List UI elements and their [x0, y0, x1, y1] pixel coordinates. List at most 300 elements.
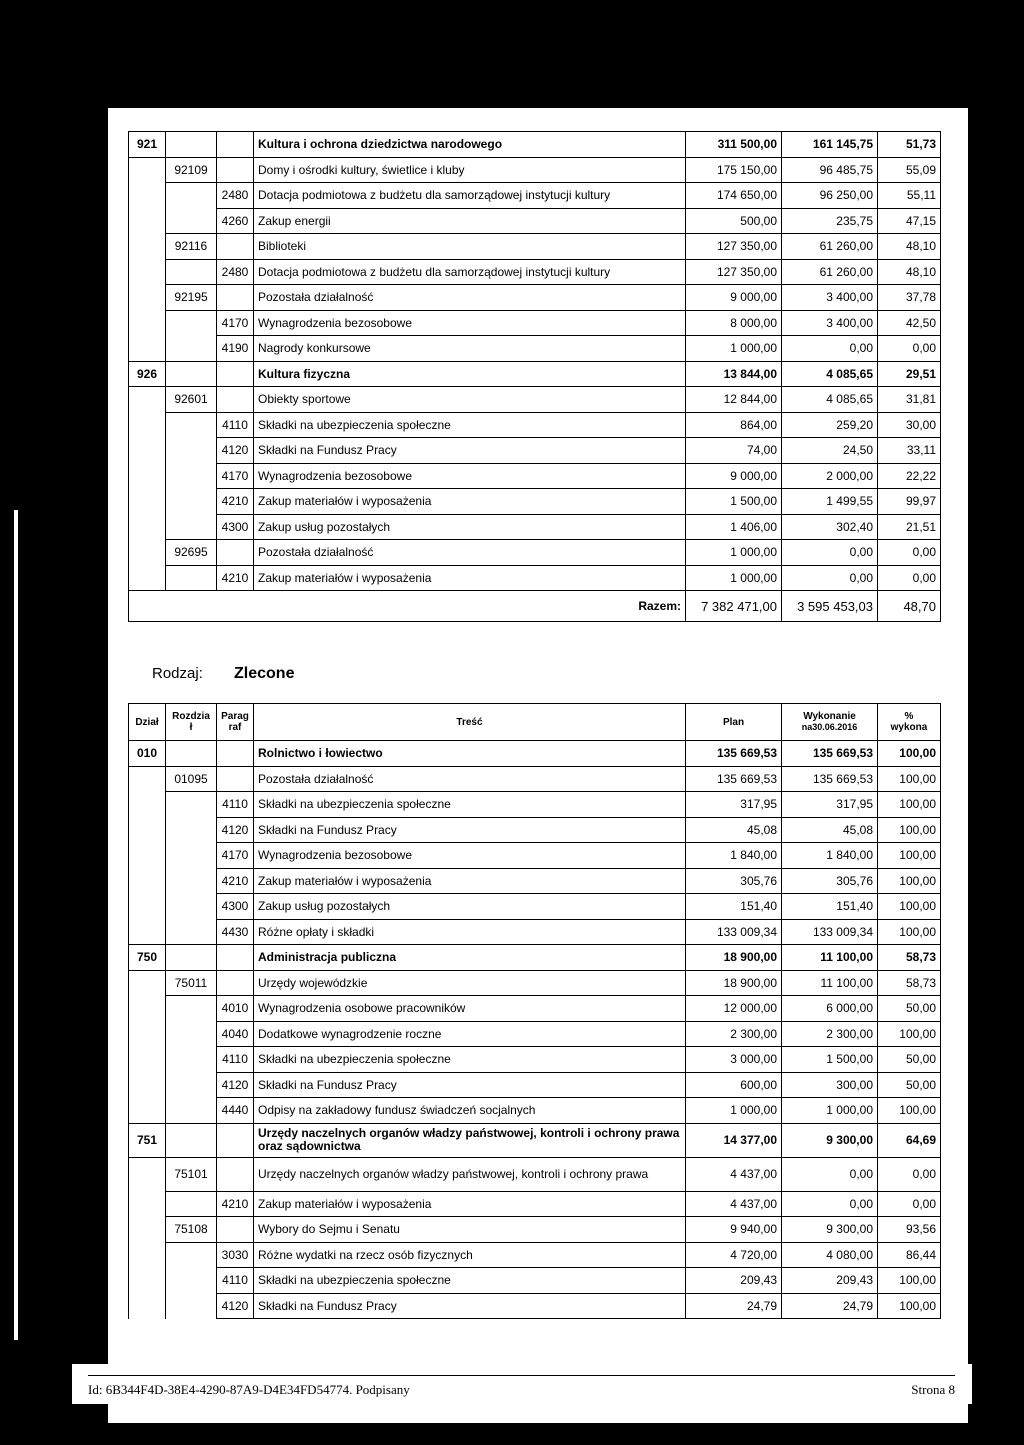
procent-cell: 42,50: [878, 310, 941, 336]
dzial-cell: [129, 1098, 166, 1124]
table-row: [129, 412, 941, 438]
dzial-cell: [129, 1191, 166, 1217]
plan-cell: 24,79: [686, 1293, 782, 1319]
paragraf-cell: 4210: [217, 868, 254, 894]
rozdzial-cell: [166, 945, 217, 971]
dzial-cell: [129, 565, 166, 591]
table-row: [129, 1293, 941, 1319]
header-procent: [878, 704, 941, 741]
procent-cell: 99,97: [878, 489, 941, 515]
procent-cell: 93,56: [878, 1217, 941, 1243]
paragraf-cell: [217, 234, 254, 260]
plan-cell: 4 437,00: [686, 1191, 782, 1217]
procent-cell: 100,00: [878, 1268, 941, 1294]
table-row: [129, 792, 941, 818]
rozdzial-cell: [166, 310, 217, 336]
table-row: [129, 336, 941, 362]
document-id: Id: 6B344F4D-38E4-4290-87A9-D4E34FD54774. Podpisany: [88, 1382, 410, 1397]
section-type: [152, 665, 295, 682]
tresc-cell: Domy i ośrodki kultury, świetlice i kluby: [254, 157, 686, 183]
dzial-cell: [129, 1021, 166, 1047]
plan-cell: 18 900,00: [686, 945, 782, 971]
tresc-cell: Urzędy wojewódzkie: [254, 970, 686, 996]
paragraf-cell: 4110: [217, 792, 254, 818]
footer-divider: [88, 1375, 955, 1376]
tresc-cell: Urzędy naczelnych organów władzy państwowej, kontroli i ochrony prawa: [254, 1157, 686, 1191]
tresc-cell: Wybory do Sejmu i Senatu: [254, 1217, 686, 1243]
plan-cell: 14 377,00: [686, 1123, 782, 1157]
plan-cell: 209,43: [686, 1268, 782, 1294]
procent-cell: 50,00: [878, 1047, 941, 1073]
paragraf-cell: [217, 1157, 254, 1191]
table-row: [129, 438, 941, 464]
paragraf-cell: 4170: [217, 310, 254, 336]
wykonanie-cell: 9 300,00: [782, 1217, 878, 1243]
dzial-cell: [129, 234, 166, 260]
plan-cell: 12 844,00: [686, 387, 782, 413]
rozdzial-cell: [166, 489, 217, 515]
wykonanie-cell: 96 250,00: [782, 183, 878, 209]
table-row: [129, 945, 941, 971]
plan-cell: 174 650,00: [686, 183, 782, 209]
dzial-cell: [129, 970, 166, 996]
header-tresc: Treść: [254, 704, 686, 741]
wykonanie-cell: 305,76: [782, 868, 878, 894]
table-header-row: [129, 704, 941, 741]
dzial-cell: 921: [129, 132, 166, 158]
plan-cell: 311 500,00: [686, 132, 782, 158]
paragraf-cell: 2480: [217, 183, 254, 209]
section-type-value: Zlecone: [234, 665, 295, 682]
paragraf-cell: 4300: [217, 894, 254, 920]
tresc-cell: Pozostała działalność: [254, 766, 686, 792]
rozdzial-cell: 92695: [166, 540, 217, 566]
tresc-cell: Zakup materiałów i wyposażenia: [254, 1191, 686, 1217]
rozdzial-cell: 75101: [166, 1157, 217, 1191]
table-row: [129, 157, 941, 183]
wykonanie-cell: 151,40: [782, 894, 878, 920]
procent-cell: 0,00: [878, 540, 941, 566]
table-row: [129, 463, 941, 489]
paragraf-cell: [217, 387, 254, 413]
procent-cell: 31,81: [878, 387, 941, 413]
wykonanie-cell: 1 499,55: [782, 489, 878, 515]
plan-cell: 2 300,00: [686, 1021, 782, 1047]
dzial-cell: [129, 540, 166, 566]
paragraf-cell: 4300: [217, 514, 254, 540]
paragraf-cell: [217, 945, 254, 971]
header-wykonanie-line2: na30.06.2016: [801, 722, 858, 732]
dzial-cell: [129, 792, 166, 818]
table-row: [129, 361, 941, 387]
procent-cell: 100,00: [878, 843, 941, 869]
tresc-cell: Pozostała działalność: [254, 540, 686, 566]
tresc-cell: Wynagrodzenia bezosobowe: [254, 843, 686, 869]
dzial-cell: [129, 1047, 166, 1073]
procent-cell: 50,00: [878, 1072, 941, 1098]
wykonanie-cell: 317,95: [782, 792, 878, 818]
plan-cell: 317,95: [686, 792, 782, 818]
paragraf-cell: 2480: [217, 259, 254, 285]
dzial-cell: [129, 463, 166, 489]
wykonanie-cell: 235,75: [782, 208, 878, 234]
section-type-label: Rodzaj:: [152, 665, 203, 682]
rozdzial-cell: [166, 438, 217, 464]
rozdzial-cell: [166, 412, 217, 438]
paragraf-cell: 4190: [217, 336, 254, 362]
footer: [88, 1382, 955, 1398]
header-paragraf-line1: Parag: [221, 711, 249, 722]
wykonanie-cell: 0,00: [782, 540, 878, 566]
table-row: [129, 234, 941, 260]
rozdzial-cell: 92195: [166, 285, 217, 311]
wykonanie-cell: 259,20: [782, 412, 878, 438]
paragraf-cell: 4260: [217, 208, 254, 234]
procent-cell: 100,00: [878, 894, 941, 920]
rozdzial-cell: [166, 1123, 217, 1157]
plan-cell: 18 900,00: [686, 970, 782, 996]
table-row: [129, 1157, 941, 1191]
rozdzial-cell: 01095: [166, 766, 217, 792]
tresc-cell: Zakup materiałów i wyposażenia: [254, 868, 686, 894]
dzial-cell: [129, 387, 166, 413]
table-row: [129, 208, 941, 234]
procent-cell: 100,00: [878, 868, 941, 894]
rozdzial-cell: [166, 183, 217, 209]
dzial-cell: [129, 996, 166, 1022]
plan-cell: 12 000,00: [686, 996, 782, 1022]
tresc-cell: Obiekty sportowe: [254, 387, 686, 413]
tresc-cell: Biblioteki: [254, 234, 686, 260]
rozdzial-cell: [166, 336, 217, 362]
rozdzial-cell: [166, 1191, 217, 1217]
procent-cell: 21,51: [878, 514, 941, 540]
total-procent: 48,70: [878, 591, 941, 622]
paragraf-cell: [217, 970, 254, 996]
dzial-cell: [129, 843, 166, 869]
rozdzial-cell: [166, 996, 217, 1022]
wykonanie-cell: 133 009,34: [782, 919, 878, 945]
procent-cell: 58,73: [878, 970, 941, 996]
procent-cell: 86,44: [878, 1242, 941, 1268]
paragraf-cell: 4210: [217, 565, 254, 591]
paragraf-cell: 4430: [217, 919, 254, 945]
rozdzial-cell: [166, 1098, 217, 1124]
dzial-cell: 926: [129, 361, 166, 387]
procent-cell: 58,73: [878, 945, 941, 971]
dzial-cell: [129, 514, 166, 540]
table-row: [129, 996, 941, 1022]
plan-cell: 4 720,00: [686, 1242, 782, 1268]
table-row: [129, 868, 941, 894]
dzial-cell: [129, 766, 166, 792]
plan-cell: 3 000,00: [686, 1047, 782, 1073]
plan-cell: 305,76: [686, 868, 782, 894]
rozdzial-cell: 75108: [166, 1217, 217, 1243]
rozdzial-cell: [166, 817, 217, 843]
tresc-cell: Składki na ubezpieczenia społeczne: [254, 412, 686, 438]
dzial-cell: [129, 438, 166, 464]
plan-cell: 175 150,00: [686, 157, 782, 183]
dzial-cell: [129, 894, 166, 920]
header-rozdzial: [166, 704, 217, 741]
tresc-cell: Składki na Fundusz Pracy: [254, 817, 686, 843]
procent-cell: 100,00: [878, 817, 941, 843]
header-procent-line1: %: [904, 711, 914, 722]
procent-cell: 0,00: [878, 1191, 941, 1217]
table-row: [129, 310, 941, 336]
paragraf-cell: [217, 132, 254, 158]
tresc-cell: Zakup usług pozostałych: [254, 894, 686, 920]
tresc-cell: Administracja publiczna: [254, 945, 686, 971]
plan-cell: 151,40: [686, 894, 782, 920]
wykonanie-cell: 2 300,00: [782, 1021, 878, 1047]
paragraf-cell: 4440: [217, 1098, 254, 1124]
wykonanie-cell: 1 500,00: [782, 1047, 878, 1073]
procent-cell: 37,78: [878, 285, 941, 311]
procent-cell: 100,00: [878, 741, 941, 767]
wykonanie-cell: 3 400,00: [782, 310, 878, 336]
wykonanie-cell: 61 260,00: [782, 234, 878, 260]
tresc-cell: Zakup usług pozostałych: [254, 514, 686, 540]
procent-cell: 55,09: [878, 157, 941, 183]
tresc-cell: Urzędy naczelnych organów władzy państwowej, kontroli i ochrony prawa oraz sądownictwa: [254, 1123, 686, 1157]
paragraf-cell: 4170: [217, 843, 254, 869]
paragraf-cell: [217, 1217, 254, 1243]
paragraf-cell: 4210: [217, 489, 254, 515]
tresc-cell: Zakup materiałów i wyposażenia: [254, 489, 686, 515]
scan-edge-mark: [14, 510, 18, 1340]
plan-cell: 135 669,53: [686, 766, 782, 792]
plan-cell: 1 500,00: [686, 489, 782, 515]
wykonanie-cell: 4 085,65: [782, 387, 878, 413]
dzial-cell: [129, 1072, 166, 1098]
paragraf-cell: 4010: [217, 996, 254, 1022]
plan-cell: 45,08: [686, 817, 782, 843]
plan-cell: 600,00: [686, 1072, 782, 1098]
table-row: [129, 1098, 941, 1124]
dzial-cell: 750: [129, 945, 166, 971]
plan-cell: 1 840,00: [686, 843, 782, 869]
header-rozdzial-line1: Rozdzia: [172, 711, 210, 722]
table-row: [129, 1021, 941, 1047]
rozdzial-cell: [166, 1021, 217, 1047]
expenses-table-commissioned: [128, 703, 941, 1319]
paragraf-cell: 4110: [217, 1268, 254, 1294]
table-row: [129, 565, 941, 591]
wykonanie-cell: 4 085,65: [782, 361, 878, 387]
rozdzial-cell: [166, 259, 217, 285]
procent-cell: 47,15: [878, 208, 941, 234]
table-row: [129, 514, 941, 540]
rozdzial-cell: [166, 1268, 217, 1294]
wykonanie-cell: 9 300,00: [782, 1123, 878, 1157]
table-row: [129, 1217, 941, 1243]
procent-cell: 100,00: [878, 766, 941, 792]
plan-cell: 9 000,00: [686, 463, 782, 489]
rozdzial-cell: [166, 868, 217, 894]
plan-cell: 864,00: [686, 412, 782, 438]
rozdzial-cell: [166, 741, 217, 767]
table-row: [129, 259, 941, 285]
wykonanie-cell: 0,00: [782, 336, 878, 362]
header-dzial: Dział: [129, 704, 166, 741]
tresc-cell: Różne wydatki na rzecz osób fizycznych: [254, 1242, 686, 1268]
tresc-cell: Składki na Fundusz Pracy: [254, 1293, 686, 1319]
table-row: [129, 489, 941, 515]
procent-cell: 64,69: [878, 1123, 941, 1157]
plan-cell: 1 406,00: [686, 514, 782, 540]
dzial-cell: [129, 1217, 166, 1243]
wykonanie-cell: 2 000,00: [782, 463, 878, 489]
dzial-cell: [129, 336, 166, 362]
plan-cell: 8 000,00: [686, 310, 782, 336]
procent-cell: 51,73: [878, 132, 941, 158]
rozdzial-cell: [166, 894, 217, 920]
plan-cell: 1 000,00: [686, 540, 782, 566]
paragraf-cell: 4110: [217, 1047, 254, 1073]
table-row: [129, 894, 941, 920]
paragraf-cell: 4120: [217, 438, 254, 464]
rozdzial-cell: [166, 1293, 217, 1319]
tresc-cell: Odpisy na zakładowy fundusz świadczeń socjalnych: [254, 1098, 686, 1124]
header-wykonanie: [782, 704, 878, 741]
total-row: [129, 591, 941, 622]
paragraf-cell: [217, 1123, 254, 1157]
procent-cell: 30,00: [878, 412, 941, 438]
plan-cell: 500,00: [686, 208, 782, 234]
table-row: [129, 540, 941, 566]
page-number: Strona 8: [911, 1382, 955, 1397]
table-row: [129, 1047, 941, 1073]
wykonanie-cell: 96 485,75: [782, 157, 878, 183]
procent-cell: 100,00: [878, 792, 941, 818]
plan-cell: 135 669,53: [686, 741, 782, 767]
dzial-cell: [129, 412, 166, 438]
wykonanie-cell: 11 100,00: [782, 970, 878, 996]
procent-cell: 100,00: [878, 1098, 941, 1124]
rozdzial-cell: [166, 514, 217, 540]
rozdzial-cell: [166, 1242, 217, 1268]
dzial-cell: [129, 1268, 166, 1294]
paragraf-cell: 4040: [217, 1021, 254, 1047]
table-row: [129, 387, 941, 413]
plan-cell: 13 844,00: [686, 361, 782, 387]
plan-cell: 74,00: [686, 438, 782, 464]
rozdzial-cell: [166, 208, 217, 234]
table-row: [129, 1242, 941, 1268]
paragraf-cell: 4120: [217, 1072, 254, 1098]
procent-cell: 48,10: [878, 234, 941, 260]
tresc-cell: Kultura fizyczna: [254, 361, 686, 387]
paragraf-cell: 4120: [217, 817, 254, 843]
total-wykonanie: 3 595 453,03: [782, 591, 878, 622]
table-row: [129, 766, 941, 792]
procent-cell: 0,00: [878, 565, 941, 591]
plan-cell: 127 350,00: [686, 259, 782, 285]
wykonanie-cell: 45,08: [782, 817, 878, 843]
table-row: [129, 919, 941, 945]
total-plan: 7 382 471,00: [686, 591, 782, 622]
plan-cell: 9 940,00: [686, 1217, 782, 1243]
wykonanie-cell: 161 145,75: [782, 132, 878, 158]
tresc-cell: Wynagrodzenia bezosobowe: [254, 463, 686, 489]
tresc-cell: Różne opłaty i składki: [254, 919, 686, 945]
paragraf-cell: [217, 540, 254, 566]
paragraf-cell: [217, 361, 254, 387]
rozdzial-cell: [166, 463, 217, 489]
dzial-cell: 751: [129, 1123, 166, 1157]
dzial-cell: [129, 489, 166, 515]
wykonanie-cell: 6 000,00: [782, 996, 878, 1022]
procent-cell: 0,00: [878, 336, 941, 362]
plan-cell: 1 000,00: [686, 565, 782, 591]
table-row: [129, 183, 941, 209]
wykonanie-cell: 61 260,00: [782, 259, 878, 285]
rozdzial-cell: [166, 361, 217, 387]
expenses-table-own: [128, 131, 941, 622]
rozdzial-cell: [166, 1072, 217, 1098]
header-plan: Plan: [686, 704, 782, 741]
procent-cell: 100,00: [878, 1293, 941, 1319]
procent-cell: 50,00: [878, 996, 941, 1022]
tresc-cell: Składki na ubezpieczenia społeczne: [254, 1047, 686, 1073]
plan-cell: 9 000,00: [686, 285, 782, 311]
table-row: [129, 285, 941, 311]
table-row: [129, 1123, 941, 1157]
table-row: [129, 132, 941, 158]
paragraf-cell: 4110: [217, 412, 254, 438]
dzial-cell: [129, 919, 166, 945]
dzial-cell: [129, 259, 166, 285]
paragraf-cell: 4210: [217, 1191, 254, 1217]
plan-cell: 1 000,00: [686, 1098, 782, 1124]
wykonanie-cell: 300,00: [782, 1072, 878, 1098]
dzial-cell: [129, 1293, 166, 1319]
header-rozdzial-line2: ł: [189, 722, 193, 733]
rozdzial-cell: 92109: [166, 157, 217, 183]
tresc-cell: Wynagrodzenia osobowe pracowników: [254, 996, 686, 1022]
tresc-cell: Dotacja podmiotowa z budżetu dla samorządowej instytucji kultury: [254, 183, 686, 209]
procent-cell: 100,00: [878, 919, 941, 945]
tresc-cell: Pozostała działalność: [254, 285, 686, 311]
wykonanie-cell: 11 100,00: [782, 945, 878, 971]
paragraf-cell: [217, 157, 254, 183]
tresc-cell: Składki na ubezpieczenia społeczne: [254, 792, 686, 818]
dzial-cell: [129, 183, 166, 209]
tresc-cell: Zakup energii: [254, 208, 686, 234]
procent-cell: 29,51: [878, 361, 941, 387]
wykonanie-cell: 135 669,53: [782, 741, 878, 767]
dzial-cell: 010: [129, 741, 166, 767]
paragraf-cell: [217, 285, 254, 311]
rozdzial-cell: [166, 843, 217, 869]
tresc-cell: Wynagrodzenia bezosobowe: [254, 310, 686, 336]
wykonanie-cell: 3 400,00: [782, 285, 878, 311]
table-row: [129, 1191, 941, 1217]
header-wykonanie-line1: Wykonanie: [803, 711, 856, 722]
header-procent-line2: wykona: [890, 722, 928, 733]
header-paragraf: [217, 704, 254, 741]
tresc-cell: Nagrody konkursowe: [254, 336, 686, 362]
wykonanie-cell: 24,50: [782, 438, 878, 464]
table-row: [129, 1072, 941, 1098]
table-row: [129, 741, 941, 767]
wykonanie-cell: 1 000,00: [782, 1098, 878, 1124]
tresc-cell: Dodatkowe wynagrodzenie roczne: [254, 1021, 686, 1047]
paragraf-cell: [217, 741, 254, 767]
tresc-cell: Kultura i ochrona dziedzictwa narodowego: [254, 132, 686, 158]
